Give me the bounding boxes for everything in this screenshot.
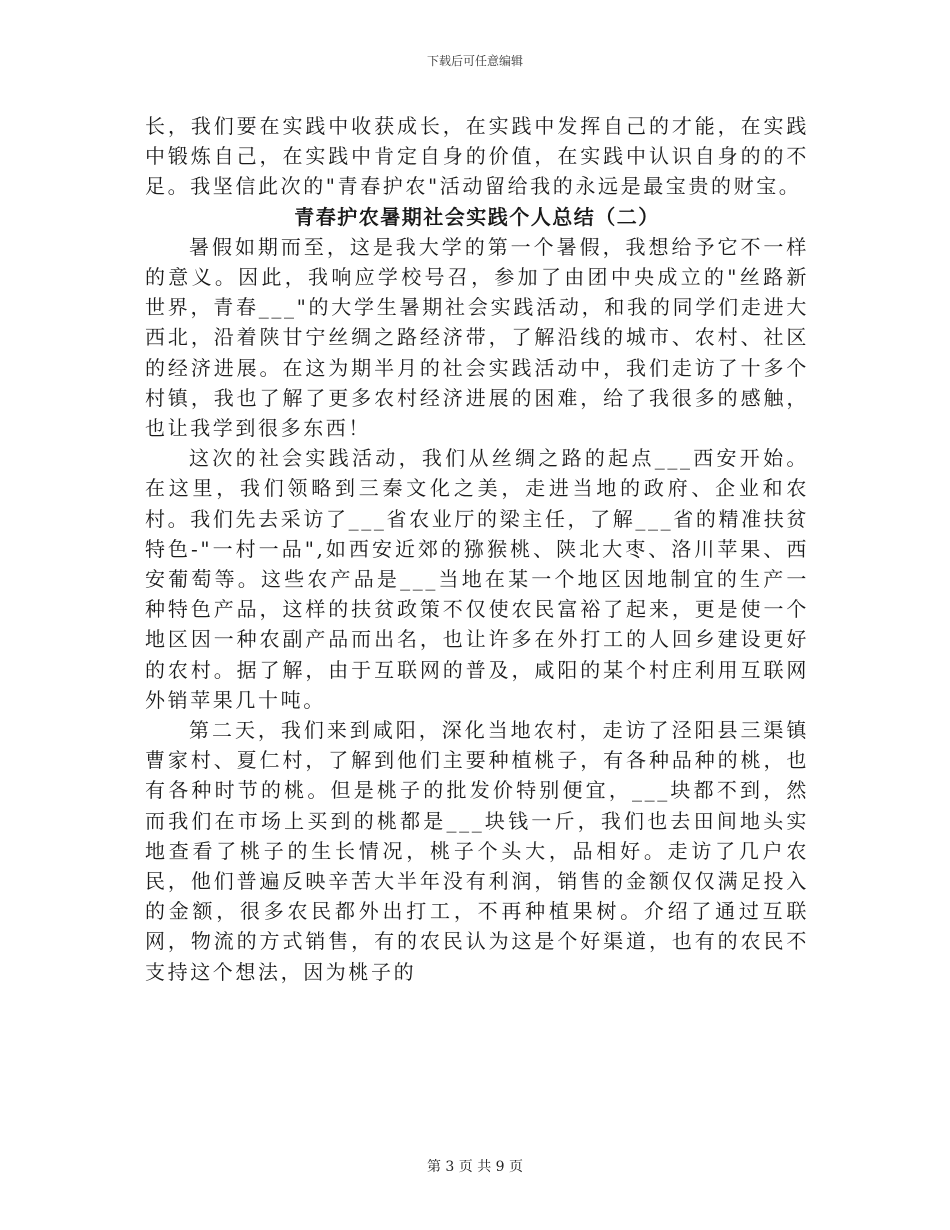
- page-header-note: 下载后可任意编辑: [426, 54, 523, 68]
- paragraph-3: 第二天，我们来到咸阳，深化当地农村，走访了泾阳县三渠镇曹家村、夏仁村，了解到他们主要种植桃子，有各种品种的桃，也有各种时节的桃。但是桃子的批发价特别便宜，___块都不到，然而我们在市场上买到的桃都是___块钱一斤，我们也去田间地头实地查看了桃子的生长情况，桃子个头大，品相好。走访了几户农民，他们普遍反映辛苦大半年没有利润，销售的金额仅仅满足投入的金额，很多农民都外出打工，不再种植果树。介绍了通过互联网，物流的方式销售，有的农民认为这是个好渠道，也有的农民不支持这个想法，因为桃子的: [145, 718, 809, 984]
- intro-paragraph: 长，我们要在实践中收获成长，在实践中发挥自己的才能，在实践中锻炼自己，在实践中肯定自身的价值，在实践中认识自身的的不足。我坚信此次的"青春护农"活动留给我的永远是最宝贵的财宝。: [145, 114, 809, 199]
- document-body: [145, 111, 809, 987]
- page-number: 第 3 页 共 9 页: [426, 1159, 524, 1175]
- paragraph-1: 暑假如期而至，这是我大学的第一个暑假，我想给予它不一样的意义。因此，我响应学校号召，参加了由团中央成立的"丝路新世界，青春___"的大学生暑期社会实践活动，和我的同学们走进大西北，沿着陕甘宁丝绸之路经济带，了解沿线的城市、农村、社区的经济进展。在这为期半月的社会实践活动中，我们走访了十多个村镇，我也了解了更多农村经济进展的困难，给了我很多的感触，也让我学到很多东西！: [145, 234, 809, 441]
- section-title: 青春护农暑期社会实践个人总结（二）: [294, 204, 660, 229]
- paragraph-2: 这次的社会实践活动，我们从丝绸之路的起点___西安开始。在这里，我们领略到三秦文化之美，走进当地的政府、企业和农村。我们先去采访了___省农业厅的梁主任，了解___省的精准扶贫特色-"一村一品",如西安近郊的猕猴桃、陕北大枣、洛川苹果、西安葡萄等。这些农产品是___当地在某一个地区因地制宜的生产一种特色产品，这样的扶贫政策不仅使农民富裕了起来，更是使一个地区因一种农副产品而出名，也让许多在外打工的人回乡建设更好的农村。据了解，由于互联网的普及，咸阳的某个村庄利用互联网外销苹果几十吨。: [145, 446, 809, 712]
